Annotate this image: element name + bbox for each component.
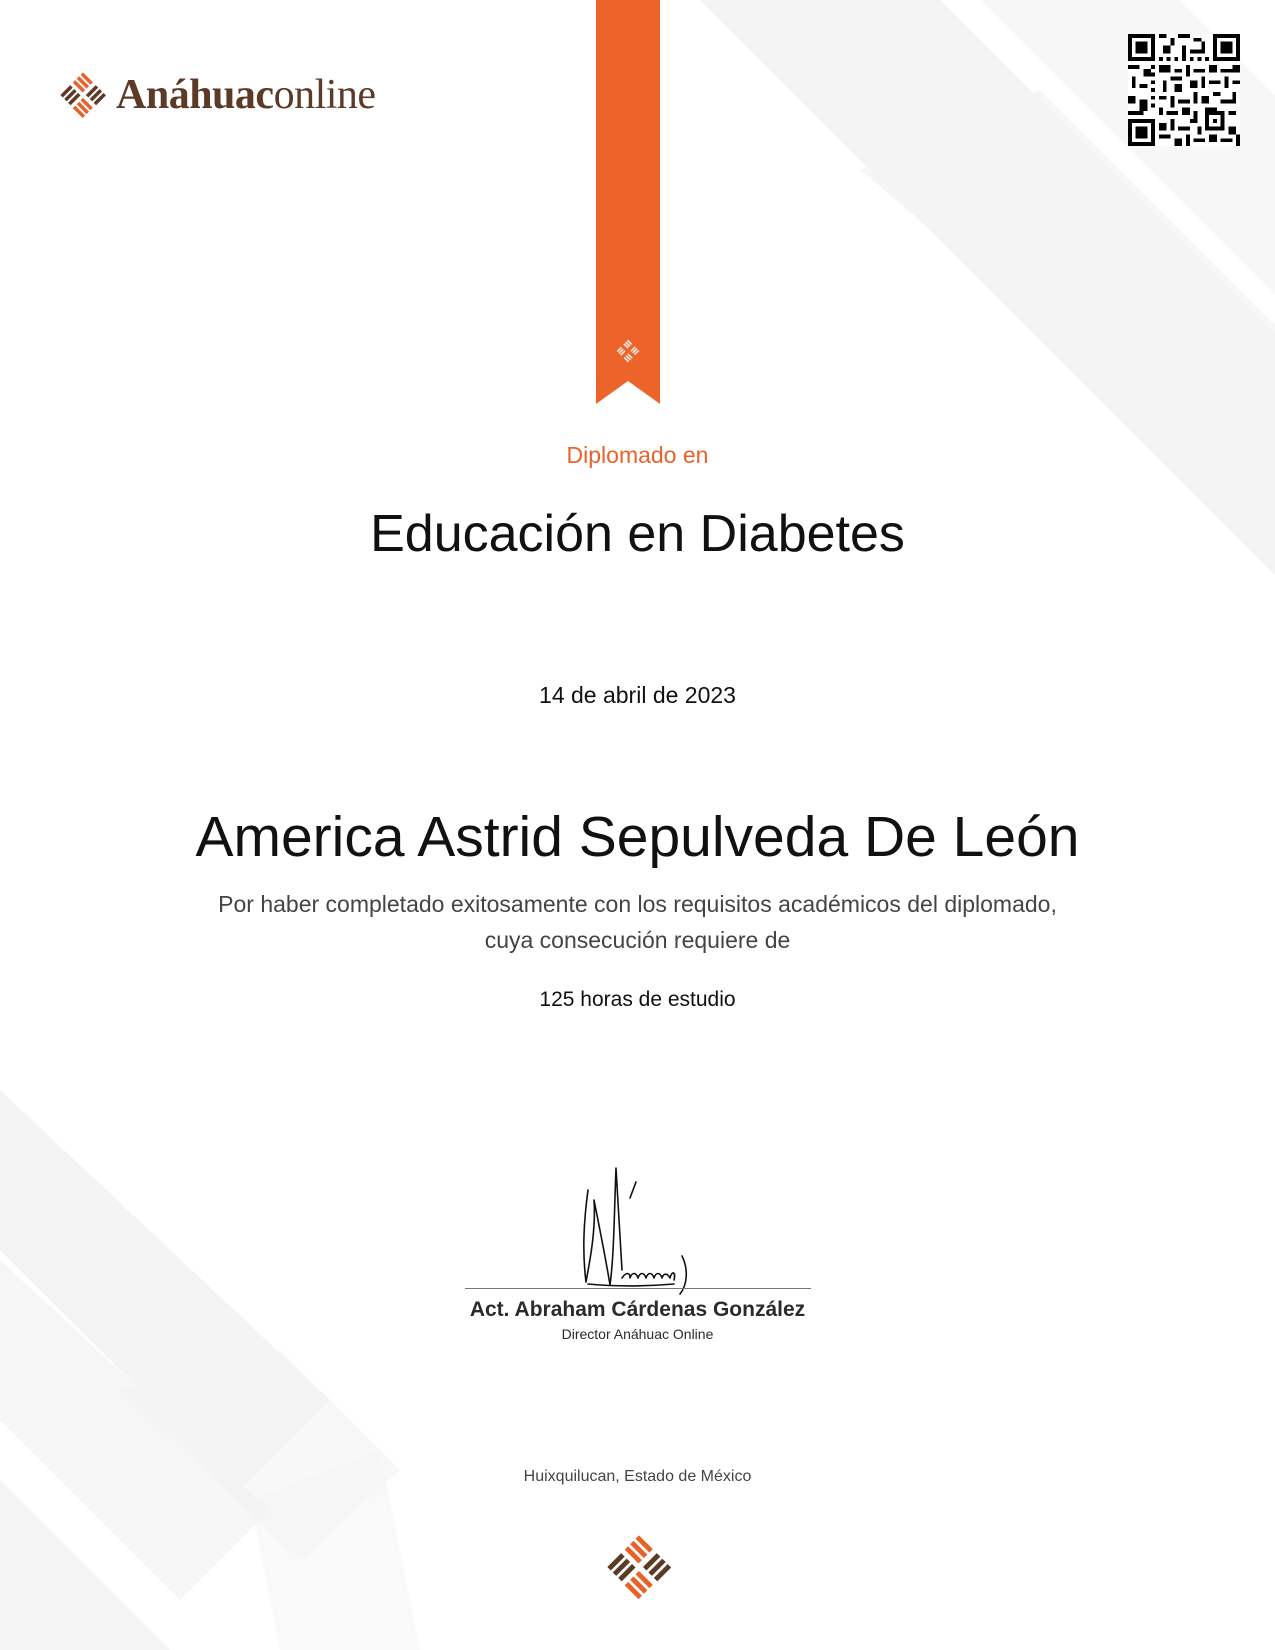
study-hours: 125 horas de estudio [539,988,736,1011]
issue-date: 14 de abril de 2023 [539,682,736,708]
completion-statement-line-2: cuya consecución requiere de [484,927,791,953]
completion-statement [0,886,1275,958]
anahuac-logo-icon [58,70,108,120]
brand-name-bold: Anáhuac [116,72,274,118]
signatory-role: Director Anáhuac Online [561,1326,714,1342]
certificate-subtitle: Diplomado en [566,442,709,468]
brand-wordmark [116,66,376,124]
completion-statement-line-1: Por haber completado exitosamente con los requisitos académicos del diplomado, [218,891,1057,917]
qr-code-icon [1128,34,1240,146]
issue-place: Huixquilucan, Estado de México [523,1468,752,1485]
brand-name-light: online [273,72,376,118]
program-title: Educación en Diabetes [370,505,905,563]
anahuac-logo-icon [604,1532,674,1602]
brand-logo [58,66,378,126]
recipient-name: America Astrid Sepulveda De León [195,805,1080,869]
signatory-name: Act. Abraham Cárdenas González [469,1298,806,1321]
ribbon-banner [596,0,660,404]
signature-line [465,1288,811,1289]
handwritten-signature [570,1160,700,1300]
